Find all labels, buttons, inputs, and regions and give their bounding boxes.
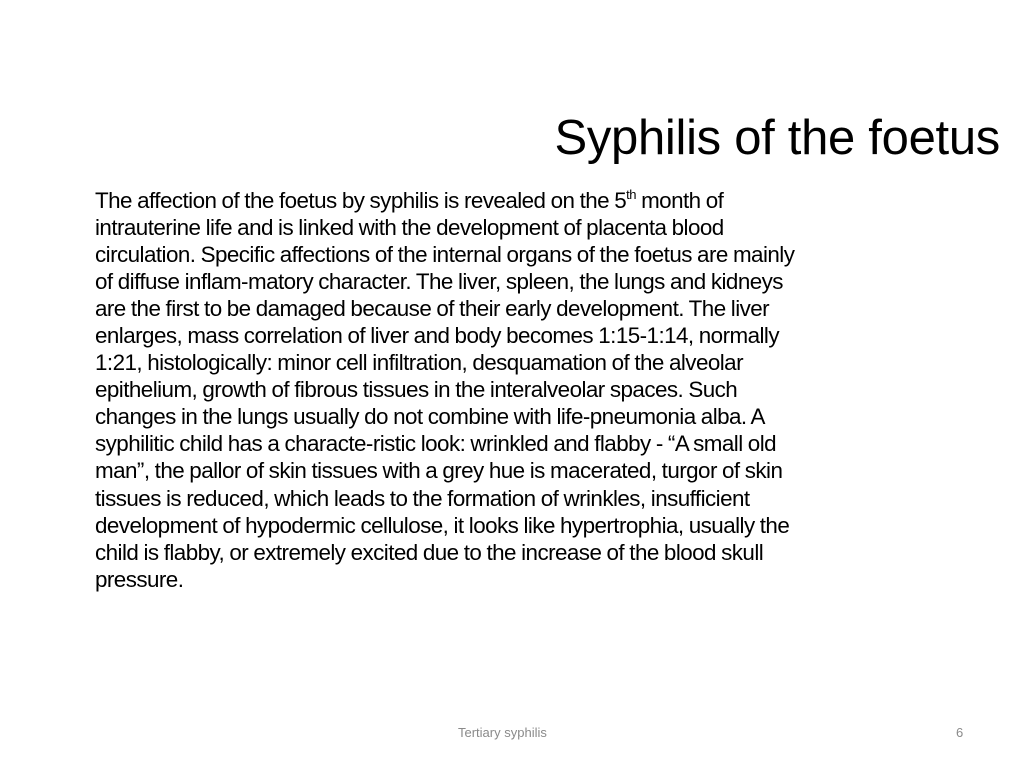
ordinal-superscript: th (626, 187, 636, 202)
body-line: enlarges, mass correlation of liver and body becomes 1:15-1:14, normally (95, 323, 779, 349)
body-line: syphilitic child has a characte-ristic look: wrinkled and flabby - “A small old (95, 431, 777, 457)
body-line-1-text: The affection of the foetus by syphilis is revealed on the 5 (95, 188, 627, 213)
body-line: changes in the lungs usually do not combine with life-pneumonia alba. A (95, 404, 765, 430)
slide-page-number: 6 (956, 725, 964, 740)
body-line: are the first to be damaged because of their early development. The liver (95, 296, 770, 322)
slide-footer-label: Tertiary syphilis (458, 725, 547, 740)
body-line: intrauterine life and is linked with the development of placenta blood (95, 215, 724, 241)
slide-body-text (95, 187, 1000, 593)
slide-title: Syphilis of the foetus (554, 111, 1000, 165)
body-line: epithelium, growth of fibrous tissues in the interalveolar spaces. Such (95, 377, 738, 403)
body-line: tissues is reduced, which leads to the formation of wrinkles, insufficient (95, 485, 750, 511)
body-line: pressure. (95, 566, 184, 592)
body-line: 1:21, histologically: minor cell infiltration, desquamation of the alveolar (95, 350, 743, 376)
body-line: of diffuse inflam-matory character. The liver, spleen, the lungs and kidneys (95, 269, 783, 295)
body-line: child is flabby, or extremely excited due to the increase of the blood skull (95, 539, 764, 565)
body-line-1-text-end: month of (635, 188, 724, 213)
body-line-1 (95, 187, 1000, 214)
body-line: circulation. Specific affections of the internal organs of the foetus are mainly (95, 242, 795, 268)
body-line: man”, the pallor of skin tissues with a grey hue is macerated, turgor of skin (95, 458, 783, 484)
body-line: development of hypodermic cellulose, it looks like hypertrophia, usually the (95, 512, 790, 538)
